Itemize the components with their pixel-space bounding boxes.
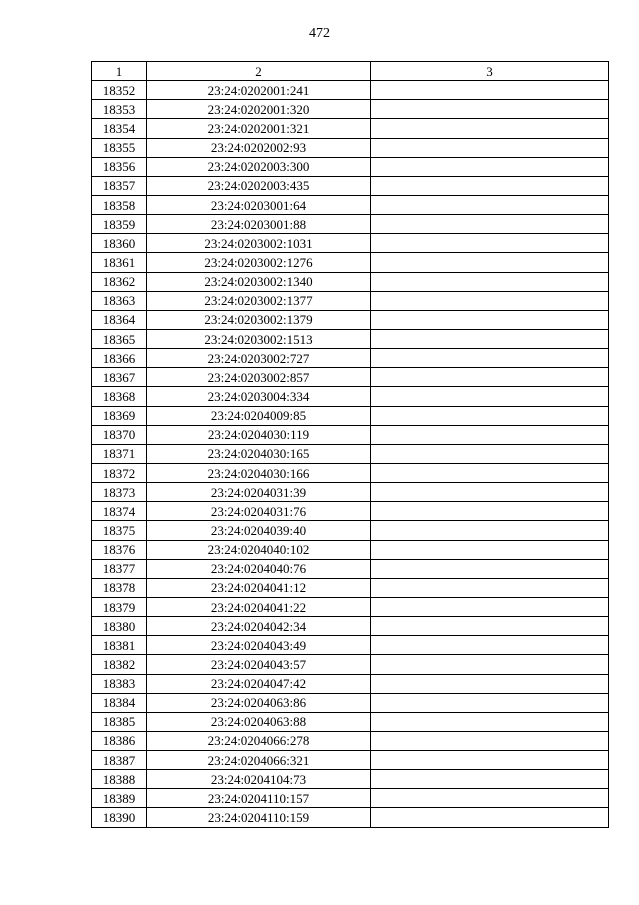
note-cell [371, 712, 609, 731]
row-number-cell: 18372 [92, 463, 147, 482]
cadastral-number-cell: 23:24:0204042:34 [147, 617, 371, 636]
row-number-cell: 18369 [92, 406, 147, 425]
note-cell [371, 368, 609, 387]
note-cell [371, 387, 609, 406]
note-cell [371, 483, 609, 502]
note-cell [371, 215, 609, 234]
cadastral-number-cell: 23:24:0203002:1340 [147, 272, 371, 291]
cadastral-number-cell: 23:24:0204009:85 [147, 406, 371, 425]
table-row [92, 597, 609, 616]
row-number-cell: 18363 [92, 291, 147, 310]
note-cell [371, 138, 609, 157]
row-number-cell: 18355 [92, 138, 147, 157]
note-cell [371, 751, 609, 770]
note-cell [371, 272, 609, 291]
note-cell [371, 234, 609, 253]
table-row [92, 636, 609, 655]
page-number: 472 [309, 26, 330, 41]
table-row [92, 808, 609, 827]
row-number-cell: 18370 [92, 425, 147, 444]
cadastral-number-cell: 23:24:0202001:320 [147, 100, 371, 119]
note-cell [371, 502, 609, 521]
row-number-cell: 18375 [92, 521, 147, 540]
header-row [92, 62, 609, 81]
cadastral-number-cell: 23:24:0203001:64 [147, 195, 371, 214]
column-header-3: 3 [371, 62, 609, 81]
note-cell [371, 119, 609, 138]
cadastral-number-cell: 23:24:0204066:278 [147, 731, 371, 750]
row-number-cell: 18377 [92, 559, 147, 578]
row-number-cell: 18360 [92, 234, 147, 253]
note-cell [371, 540, 609, 559]
table-row [92, 578, 609, 597]
note-cell [371, 617, 609, 636]
note-cell [371, 157, 609, 176]
cadastral-number-cell: 23:24:0204110:157 [147, 789, 371, 808]
row-number-cell: 18364 [92, 310, 147, 329]
note-cell [371, 406, 609, 425]
note-cell [371, 597, 609, 616]
row-number-cell: 18359 [92, 215, 147, 234]
table-row [92, 215, 609, 234]
row-number-cell: 18357 [92, 176, 147, 195]
cadastral-number-cell: 23:24:0204031:39 [147, 483, 371, 502]
table-row [92, 157, 609, 176]
table-row [92, 329, 609, 348]
row-number-cell: 18390 [92, 808, 147, 827]
cadastral-number-cell: 23:24:0204043:49 [147, 636, 371, 655]
cadastral-number-cell: 23:24:0203002:857 [147, 368, 371, 387]
table-row [92, 234, 609, 253]
cadastral-number-cell: 23:24:0203002:1377 [147, 291, 371, 310]
note-cell [371, 463, 609, 482]
table-row [92, 253, 609, 272]
row-number-cell: 18376 [92, 540, 147, 559]
row-number-cell: 18362 [92, 272, 147, 291]
row-number-cell: 18385 [92, 712, 147, 731]
row-number-cell: 18354 [92, 119, 147, 138]
table-row [92, 368, 609, 387]
note-cell [371, 176, 609, 195]
cadastral-number-cell: 23:24:0204030:166 [147, 463, 371, 482]
table-row [92, 272, 609, 291]
row-number-cell: 18356 [92, 157, 147, 176]
table-row [92, 349, 609, 368]
row-number-cell: 18374 [92, 502, 147, 521]
note-cell [371, 731, 609, 750]
cadastral-number-cell: 23:24:0204041:12 [147, 578, 371, 597]
table-header [92, 62, 609, 81]
row-number-cell: 18388 [92, 770, 147, 789]
note-cell [371, 310, 609, 329]
note-cell [371, 291, 609, 310]
cadastral-number-cell: 23:24:0202003:300 [147, 157, 371, 176]
note-cell [371, 674, 609, 693]
column-header-2: 2 [147, 62, 371, 81]
note-cell [371, 444, 609, 463]
table-row [92, 195, 609, 214]
note-cell [371, 100, 609, 119]
cadastral-number-cell: 23:24:0204063:88 [147, 712, 371, 731]
table-row [92, 483, 609, 502]
table-row [92, 655, 609, 674]
row-number-cell: 18389 [92, 789, 147, 808]
registry-table [91, 61, 609, 828]
row-number-cell: 18366 [92, 349, 147, 368]
cadastral-number-cell: 23:24:0203002:1513 [147, 329, 371, 348]
table-row [92, 100, 609, 119]
table-row [92, 617, 609, 636]
row-number-cell: 18352 [92, 81, 147, 100]
note-cell [371, 808, 609, 827]
note-cell [371, 693, 609, 712]
row-number-cell: 18361 [92, 253, 147, 272]
table-row [92, 751, 609, 770]
table-row [92, 81, 609, 100]
table-row [92, 674, 609, 693]
cadastral-number-cell: 23:24:0204040:102 [147, 540, 371, 559]
row-number-cell: 18384 [92, 693, 147, 712]
cadastral-number-cell: 23:24:0202001:241 [147, 81, 371, 100]
cadastral-number-cell: 23:24:0202002:93 [147, 138, 371, 157]
cadastral-number-cell: 23:24:0204063:86 [147, 693, 371, 712]
table-row [92, 463, 609, 482]
row-number-cell: 18367 [92, 368, 147, 387]
table-row [92, 502, 609, 521]
table-row [92, 310, 609, 329]
table-row [92, 425, 609, 444]
cadastral-number-cell: 23:24:0204030:119 [147, 425, 371, 444]
cadastral-number-cell: 23:24:0203002:1379 [147, 310, 371, 329]
table-body [92, 81, 609, 827]
cadastral-number-cell: 23:24:0203001:88 [147, 215, 371, 234]
table-row [92, 406, 609, 425]
note-cell [371, 770, 609, 789]
cadastral-number-cell: 23:24:0204110:159 [147, 808, 371, 827]
table-row [92, 693, 609, 712]
row-number-cell: 18381 [92, 636, 147, 655]
row-number-cell: 18353 [92, 100, 147, 119]
note-cell [371, 329, 609, 348]
table-row [92, 540, 609, 559]
row-number-cell: 18378 [92, 578, 147, 597]
table-row [92, 291, 609, 310]
cadastral-number-cell: 23:24:0204031:76 [147, 502, 371, 521]
row-number-cell: 18386 [92, 731, 147, 750]
table-row [92, 712, 609, 731]
row-number-cell: 18358 [92, 195, 147, 214]
row-number-cell: 18368 [92, 387, 147, 406]
cadastral-number-cell: 23:24:0204066:321 [147, 751, 371, 770]
cadastral-number-cell: 23:24:0204041:22 [147, 597, 371, 616]
note-cell [371, 425, 609, 444]
cadastral-number-cell: 23:24:0204047:42 [147, 674, 371, 693]
table-row [92, 731, 609, 750]
row-number-cell: 18382 [92, 655, 147, 674]
cadastral-number-cell: 23:24:0203002:1276 [147, 253, 371, 272]
row-number-cell: 18379 [92, 597, 147, 616]
cadastral-number-cell: 23:24:0204104:73 [147, 770, 371, 789]
note-cell [371, 789, 609, 808]
column-header-1: 1 [92, 62, 147, 81]
table-row [92, 770, 609, 789]
row-number-cell: 18383 [92, 674, 147, 693]
cadastral-number-cell: 23:24:0203002:1031 [147, 234, 371, 253]
note-cell [371, 195, 609, 214]
table-row [92, 138, 609, 157]
note-cell [371, 636, 609, 655]
row-number-cell: 18387 [92, 751, 147, 770]
note-cell [371, 655, 609, 674]
table-row [92, 444, 609, 463]
row-number-cell: 18380 [92, 617, 147, 636]
note-cell [371, 578, 609, 597]
table-row [92, 119, 609, 138]
table-row [92, 559, 609, 578]
cadastral-number-cell: 23:24:0204030:165 [147, 444, 371, 463]
cadastral-number-cell: 23:24:0202001:321 [147, 119, 371, 138]
table-row [92, 387, 609, 406]
cadastral-number-cell: 23:24:0204043:57 [147, 655, 371, 674]
cadastral-number-cell: 23:24:0203002:727 [147, 349, 371, 368]
row-number-cell: 18365 [92, 329, 147, 348]
cadastral-number-cell: 23:24:0203004:334 [147, 387, 371, 406]
note-cell [371, 253, 609, 272]
note-cell [371, 521, 609, 540]
row-number-cell: 18371 [92, 444, 147, 463]
cadastral-number-cell: 23:24:0204039:40 [147, 521, 371, 540]
row-number-cell: 18373 [92, 483, 147, 502]
cadastral-number-cell: 23:24:0202003:435 [147, 176, 371, 195]
table-row [92, 521, 609, 540]
table-row [92, 176, 609, 195]
note-cell [371, 349, 609, 368]
note-cell [371, 559, 609, 578]
note-cell [371, 81, 609, 100]
cadastral-number-cell: 23:24:0204040:76 [147, 559, 371, 578]
table-row [92, 789, 609, 808]
